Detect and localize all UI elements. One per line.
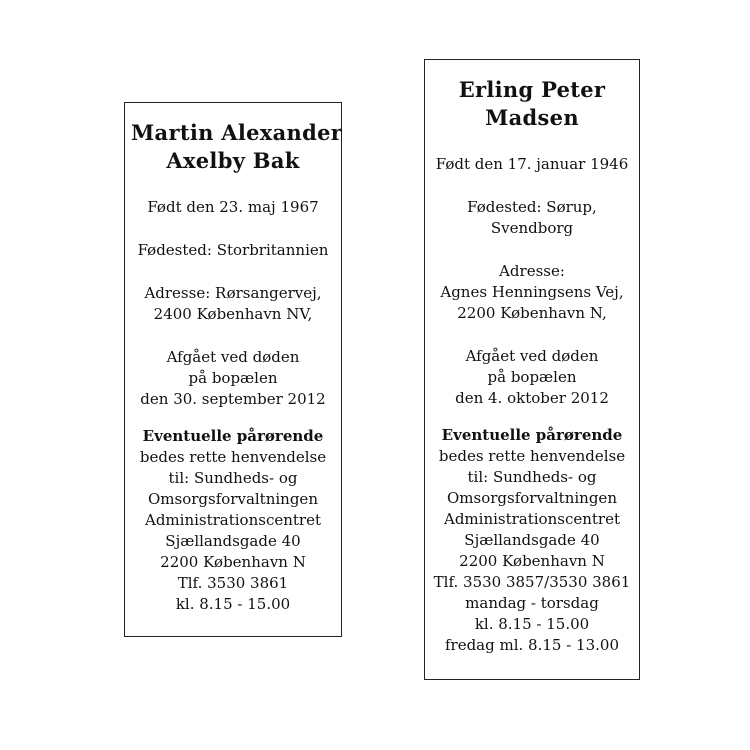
- contact-line: Administrationscentret: [144, 511, 321, 529]
- death-line: den 30. september 2012: [140, 390, 326, 408]
- contact-line: bedes rette henvendelse: [438, 447, 626, 465]
- contact-line: kl. 8.15 - 15.00: [175, 595, 291, 613]
- contact-line: Omsorgsforvaltningen: [148, 490, 318, 508]
- contact-line: bedes rette henvendelse: [139, 448, 327, 466]
- name-line: Martin Alexander: [131, 120, 343, 145]
- death-line: den 4. oktober 2012: [455, 389, 609, 407]
- address-line: 2400 København NV,: [153, 305, 313, 323]
- contact-heading: Eventuelle pårørende: [142, 427, 324, 445]
- birth-date: Født den 17. januar 1946: [435, 155, 629, 173]
- birthplace: [131, 240, 335, 261]
- contact-line: til: Sundheds- og: [168, 469, 298, 487]
- deceased-name: [131, 119, 343, 175]
- address-line: Adresse: Rørsangervej,: [144, 284, 322, 302]
- death-notice-erling-madsen: [424, 59, 640, 680]
- death-line: Afgået ved døden: [465, 347, 599, 365]
- address: [431, 261, 633, 324]
- birthplace: [431, 197, 633, 239]
- name-line: Erling Peter: [458, 77, 606, 102]
- contact-line: mandag - torsdag: [465, 594, 599, 612]
- death-details: [431, 346, 633, 409]
- death-line: på bopælen: [487, 368, 577, 386]
- contact-line: fredag ml. 8.15 - 13.00: [444, 636, 620, 654]
- contact-line: 2200 København N: [160, 553, 306, 571]
- contact-line: Administrationscentret: [443, 510, 620, 528]
- address-line: 2200 København N,: [457, 304, 607, 322]
- death-details: [131, 347, 335, 410]
- death-notice-martin-bak: [124, 102, 342, 637]
- birthplace-line: Fødested: Sørup,: [467, 198, 597, 216]
- contact-info: [131, 426, 335, 615]
- contact-line: til: Sundheds- og: [467, 468, 597, 486]
- contact-line: 2200 København N: [459, 552, 605, 570]
- birthplace-line: Fødested: Storbritannien: [137, 241, 329, 259]
- contact-line: Omsorgsforvaltningen: [447, 489, 617, 507]
- birthplace-line: Svendborg: [490, 219, 574, 237]
- address-line: Adresse:: [499, 262, 565, 280]
- death-line: Afgået ved døden: [166, 348, 300, 366]
- deceased-name: [431, 76, 633, 132]
- contact-line: Sjællandsgade 40: [464, 531, 600, 549]
- contact-line: Sjællandsgade 40: [165, 532, 301, 550]
- contact-line: Tlf. 3530 3861: [177, 574, 289, 592]
- name-line: Axelby Bak: [166, 148, 300, 173]
- death-line: på bopælen: [188, 369, 278, 387]
- name-line: Madsen: [485, 105, 579, 130]
- address-line: Agnes Henningsens Vej,: [440, 283, 624, 301]
- contact-line: Tlf. 3530 3857/3530 3861: [433, 573, 631, 591]
- contact-line: kl. 8.15 - 15.00: [474, 615, 590, 633]
- birth-date: Født den 23. maj 1967: [147, 198, 319, 216]
- contact-info: [431, 425, 633, 656]
- contact-heading: Eventuelle pårørende: [441, 426, 623, 444]
- address: [131, 283, 335, 325]
